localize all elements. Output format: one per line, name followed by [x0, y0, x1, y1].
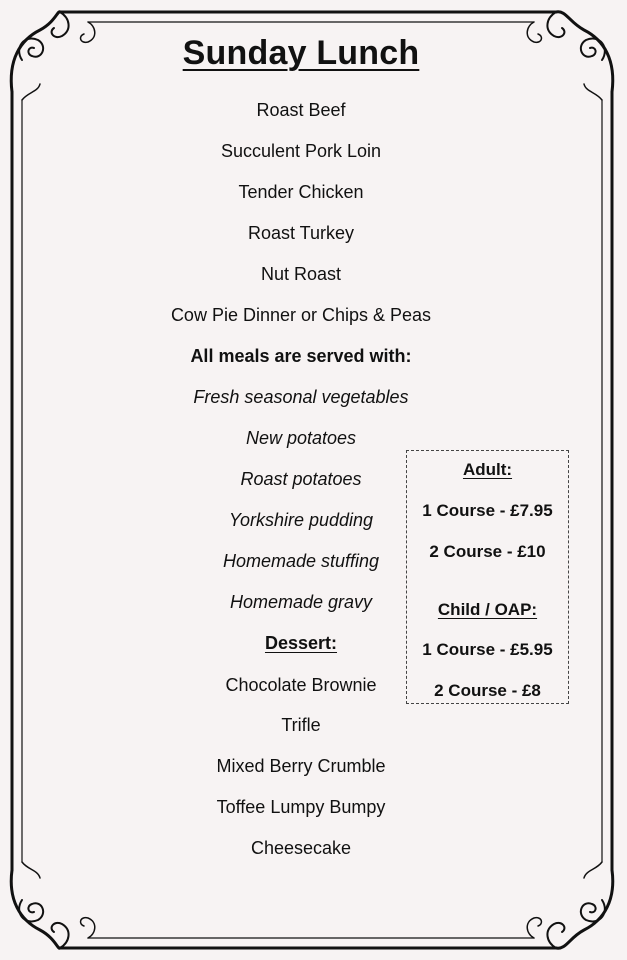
main-item: Cow Pie Dinner or Chips & Peas — [170, 305, 432, 325]
main-item: Roast Turkey — [247, 223, 355, 243]
side-item: New potatoes — [245, 428, 357, 448]
side-item: Homemade gravy — [229, 592, 373, 612]
dessert-item: Chocolate Brownie — [225, 675, 377, 695]
main-item: Roast Beef — [256, 100, 346, 120]
child-oap-price-heading: Child / OAP: — [437, 600, 538, 619]
price-box — [406, 450, 569, 704]
served-with-heading: All meals are served with: — [190, 346, 412, 366]
dessert-heading: Dessert: — [264, 633, 338, 653]
main-item: Succulent Pork Loin — [220, 141, 382, 161]
dessert-item: Toffee Lumpy Bumpy — [216, 797, 386, 817]
side-item: Fresh seasonal vegetables — [193, 387, 409, 407]
side-item: Roast potatoes — [240, 469, 362, 489]
child-one-course-price: 1 Course - £5.95 — [422, 640, 553, 659]
dessert-item: Cheesecake — [250, 838, 352, 858]
main-item: Nut Roast — [260, 264, 342, 284]
dessert-item: Trifle — [281, 715, 321, 735]
dessert-item: Mixed Berry Crumble — [216, 756, 386, 776]
adult-one-course-price: 1 Course - £7.95 — [422, 501, 553, 520]
side-item: Homemade stuffing — [222, 551, 380, 571]
main-item: Tender Chicken — [238, 182, 364, 202]
adult-two-course-price: 2 Course - £10 — [429, 542, 546, 561]
menu-title: Sunday Lunch — [182, 34, 420, 72]
adult-price-heading: Adult: — [462, 460, 513, 479]
side-item: Yorkshire pudding — [228, 510, 374, 530]
child-two-course-price: 2 Course - £8 — [434, 681, 541, 700]
